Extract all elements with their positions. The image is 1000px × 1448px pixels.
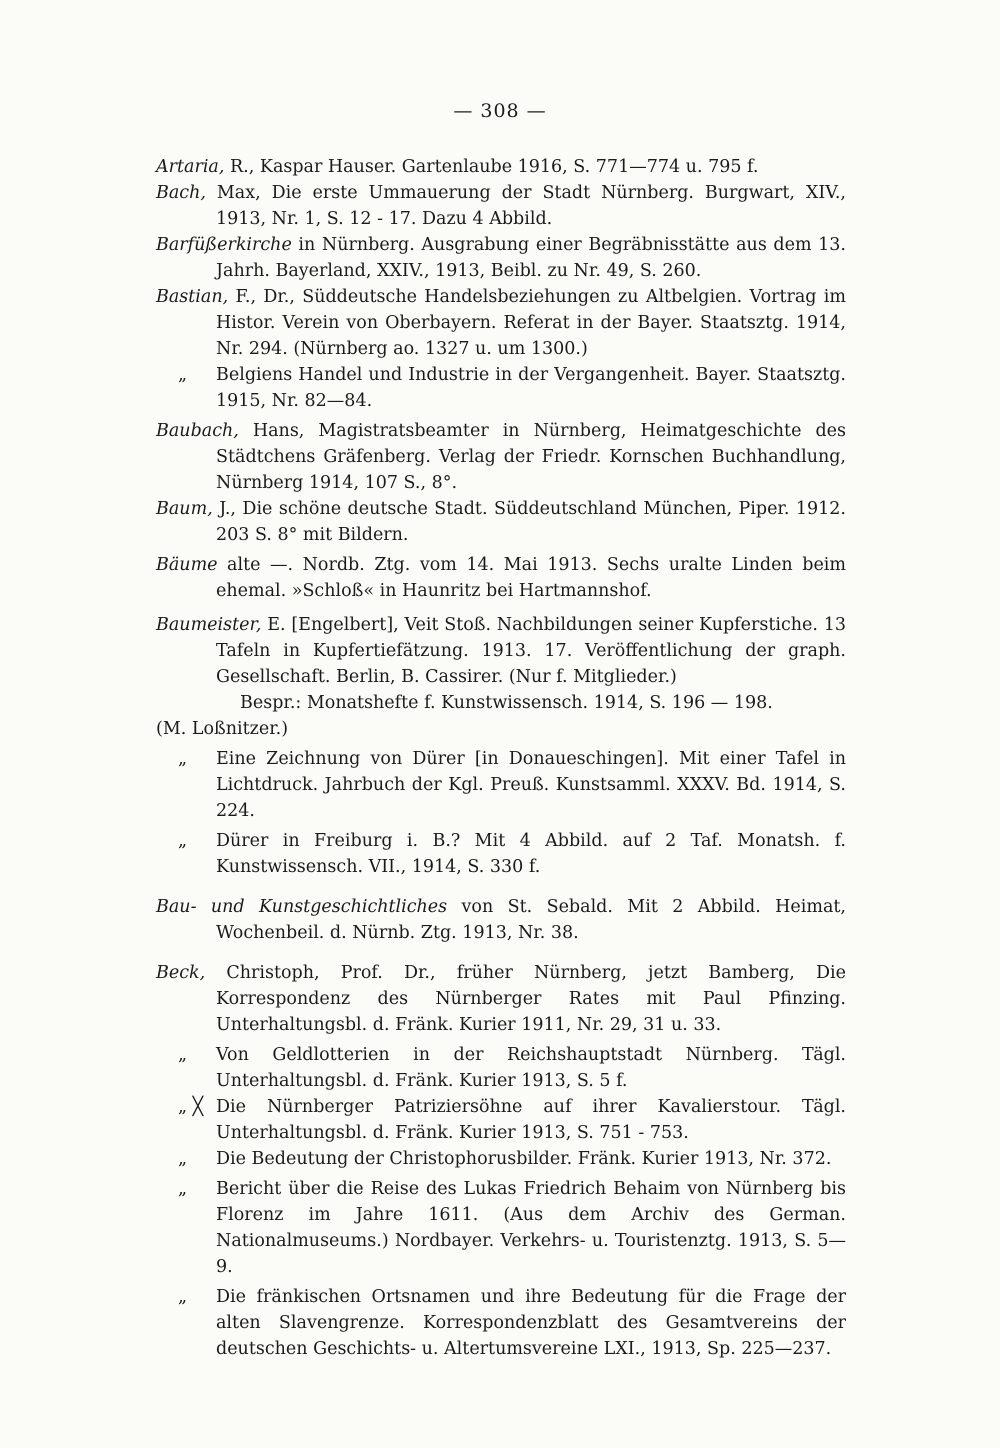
entry-baumeister-2 bbox=[156, 746, 846, 824]
entry-baum bbox=[156, 496, 846, 548]
entry-author: Baumeister, bbox=[156, 615, 262, 635]
entry-text: Eine Zeichnung von Dürer [in Donaueschingen]. Mit einer Tafel in Lichtdruck. Jahrbuch der Kgl. Preuß. Kunstsamml. XXXV. Bd. 1914, S. 224. bbox=[216, 749, 846, 821]
entry-text: in Nürnberg. Ausgrabung einer Begräbnisstätte aus dem 13. Jahrh. Bayerland, XXIV., 1913, Beibl. zu Nr. 49, S. 260. bbox=[216, 235, 846, 281]
entry-author: Bach, bbox=[156, 183, 206, 203]
entry-baumeister bbox=[156, 612, 846, 690]
entry-text: Dürer in Freiburg i. B.? Mit 4 Abbild. auf 2 Taf. Monatsh. f. Kunstwissensch. VII., 1914, S. 330 f. bbox=[216, 831, 846, 877]
review-author: (M. Loßnitzer.) bbox=[156, 719, 289, 739]
entry-author: Barfüßerkirche bbox=[156, 235, 292, 255]
entry-text: Die Nürnberger Patriziersöhne auf ihrer Kavalierstour. Tägl. Unterhaltungsbl. d. Fränk. Kurier 1913, S. 751 - 753. bbox=[216, 1097, 846, 1143]
entry-beck-3 bbox=[156, 1094, 846, 1146]
entry-text: Max, Die erste Ummauerung der Stadt Nürnberg. Burgwart, XIV., 1913, Nr. 1, S. 12 - 17. Dazu 4 Abbild. bbox=[205, 183, 846, 229]
ditto-mark: „ bbox=[178, 1149, 188, 1169]
ditto-mark: „ bbox=[178, 1179, 188, 1199]
entry-bach bbox=[156, 180, 846, 232]
ditto-mark: „ bbox=[178, 1045, 188, 1065]
entry-text: Die Bedeutung der Christophorusbilder. Fränk. Kurier 1913, Nr. 372. bbox=[216, 1149, 832, 1169]
entry-baubach bbox=[156, 418, 846, 496]
entry-beck-6 bbox=[156, 1284, 846, 1362]
entry-text: F., Dr., Süddeutsche Handelsbeziehungen zu Altbelgien. Vortrag im Histor. Verein von Oberbayern. Referat in der Bayer. Staatsztg. 1914, Nr. 294. (Nürnberg ao. 1327 u. um 1300.) bbox=[216, 287, 846, 359]
entry-text: Bericht über die Reise des Lukas Friedrich Behaim von Nürnberg bis Florenz im Jahre 1611. (Aus dem Archiv des German. Nationalmuseums.) Nordbayer. Verkehrs- u. Touristenztg. 1913, S. 5—9. bbox=[216, 1179, 846, 1277]
entry-author: Beck, bbox=[156, 963, 206, 983]
entry-author: Baubach, bbox=[156, 421, 239, 441]
page-number: — 308 — bbox=[453, 100, 547, 122]
entry-text: von St. Sebald. Mit 2 Abbild. Heimat, Wochenbeil. d. Nürnb. Ztg. 1913, Nr. 38. bbox=[216, 897, 846, 943]
entry-author: Bau- und Kunstgeschichtliches bbox=[156, 897, 448, 917]
entry-baumeister-3 bbox=[156, 828, 846, 880]
entry-artaria bbox=[156, 154, 846, 180]
entry-text: Die fränkischen Ortsnamen und ihre Bedeutung für die Frage der alten Slavengrenze. Korrespondenzblatt des Gesamtvereins der deutschen Geschichts- u. Altertumsvereine LXI., 1913, Sp. 225—237. bbox=[216, 1287, 846, 1359]
entry-author: Baum, bbox=[156, 499, 213, 519]
entry-bastian-2 bbox=[156, 362, 846, 414]
entry-barfuesserkirche bbox=[156, 232, 846, 284]
entry-beck-2 bbox=[156, 1042, 846, 1094]
ditto-mark: „ ╳ bbox=[178, 1097, 204, 1117]
entry-text: Von Geldlotterien in der Reichshauptstadt Nürnberg. Tägl. Unterhaltungsbl. d. Fränk. Kurier 1913, S. 5 f. bbox=[216, 1045, 846, 1091]
entry-text: alte —. Nordb. Ztg. vom 14. Mai 1913. Sechs uralte Linden beim ehemal. »Schloß« in Haunritz bei Hartmannshof. bbox=[216, 555, 846, 601]
entry-author: Bastian, bbox=[156, 287, 229, 307]
entry-review-cont bbox=[156, 716, 846, 742]
entry-text: E. [Engelbert], Veit Stoß. Nachbildungen seiner Kupferstiche. 13 Tafeln in Kupfertiefätzung. 1913. 17. Veröffentlichung der graph. Gesellschaft. Berlin, B. Cassirer. (Nur f. Mitglieder.) bbox=[216, 615, 846, 687]
entry-beck-4 bbox=[156, 1146, 846, 1172]
ditto-mark: „ bbox=[178, 1287, 188, 1307]
entry-text: J., Die schöne deutsche Stadt. Süddeutschland München, Piper. 1912. 203 S. 8° mit Bildern. bbox=[212, 499, 846, 545]
ditto-mark: „ bbox=[178, 365, 188, 385]
entry-review bbox=[156, 690, 846, 716]
entry-beck-5 bbox=[156, 1176, 846, 1280]
entry-bau-kunstgeschichtliches bbox=[156, 894, 846, 946]
entry-text: Christoph, Prof. Dr., früher Nürnberg, jetzt Bamberg, Die Korrespondenz des Nürnberger Rates mit Paul Pfinzing. Unterhaltungsbl. d. Fränk. Kurier 1911, Nr. 29, 31 u. 33. bbox=[205, 963, 846, 1035]
entry-beck bbox=[156, 960, 846, 1038]
entry-text: Hans, Magistratsbeamter in Nürnberg, Heimatgeschichte des Städtchens Gräfenberg. Verlag der Friedr. Kornschen Buchhandlung, Nürnberg 1914, 107 S., 8°. bbox=[216, 421, 846, 493]
entry-baeume bbox=[156, 552, 846, 604]
entry-bastian bbox=[156, 284, 846, 362]
ditto-mark: „ bbox=[178, 831, 188, 851]
bibliography-list bbox=[156, 154, 846, 1362]
entry-text: R., Kaspar Hauser. Gartenlaube 1916, S. 771—774 u. 795 f. bbox=[224, 157, 759, 177]
entry-author: Artaria, bbox=[156, 157, 225, 177]
entry-author: Bäume bbox=[156, 555, 218, 575]
entry-text: Belgiens Handel und Industrie in der Vergangenheit. Bayer. Staatsztg. 1915, Nr. 82—84. bbox=[216, 365, 846, 411]
review-text: Bespr.: Monatshefte f. Kunstwissensch. 1914, S. 196 — 198. bbox=[240, 693, 773, 713]
ditto-mark: „ bbox=[178, 749, 188, 769]
